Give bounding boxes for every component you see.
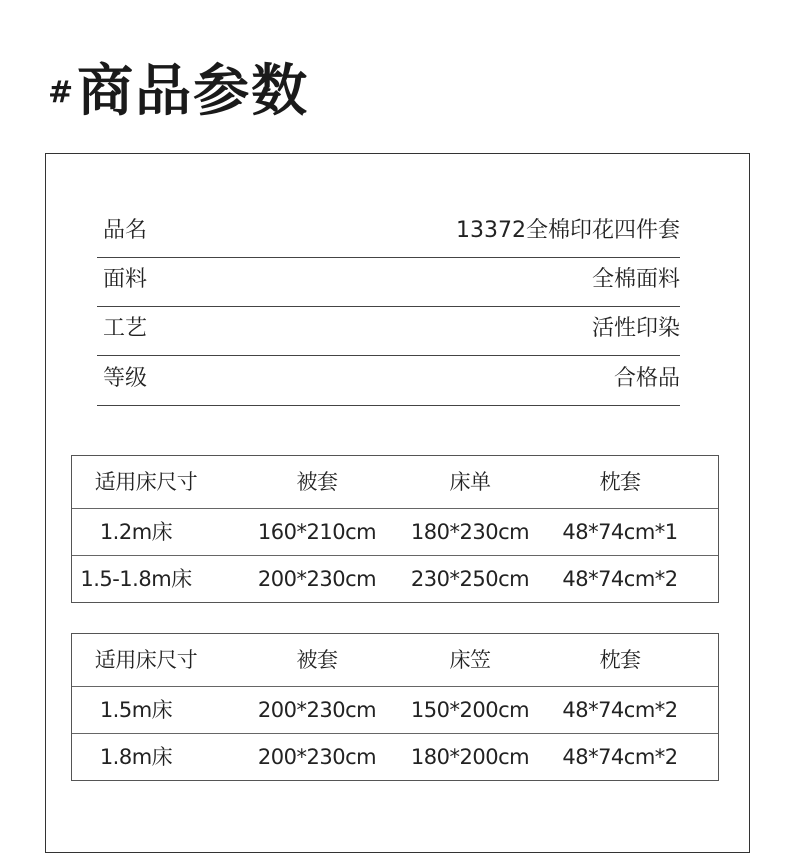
table-cell: 1.5-1.8m床 xyxy=(80,567,192,591)
table-cell: 160*210cm xyxy=(257,520,377,544)
header-cell: 枕套 xyxy=(599,648,641,672)
spec-value: 13372全棉印花四件套 xyxy=(456,218,680,243)
table-cell: 150*200cm xyxy=(410,698,530,722)
spec-value: 合格品 xyxy=(613,366,680,391)
spec-row-fabric xyxy=(97,256,680,307)
hash-symbol: # xyxy=(48,74,74,110)
table-header-row xyxy=(72,634,718,686)
table-row xyxy=(72,508,718,555)
spec-label: 工艺 xyxy=(103,316,148,341)
spec-label: 等级 xyxy=(103,366,148,391)
size-table-sheet xyxy=(71,455,719,603)
size-table-fitted-sheet xyxy=(71,633,719,781)
table-cell: 1.2m床 xyxy=(99,520,173,544)
spec-label: 面料 xyxy=(103,267,148,292)
table-cell: 1.5m床 xyxy=(99,698,173,722)
table-cell: 48*74cm*2 xyxy=(562,745,678,769)
spec-value: 全棉面料 xyxy=(591,267,680,292)
header-cell: 被套 xyxy=(296,648,338,672)
table-cell: 1.8m床 xyxy=(99,745,173,769)
header-cell: 适用床尺寸 xyxy=(94,648,198,672)
table-cell: 200*230cm xyxy=(257,567,377,591)
header-cell: 床笠 xyxy=(449,648,491,672)
spec-row-craft xyxy=(97,305,680,356)
spec-value: 活性印染 xyxy=(591,316,680,341)
table-row xyxy=(72,555,718,602)
spec-row-grade xyxy=(97,355,680,406)
spec-label: 品名 xyxy=(103,218,148,243)
header-cell: 被套 xyxy=(296,470,338,494)
table-cell: 200*230cm xyxy=(257,745,377,769)
table-row xyxy=(72,686,718,733)
table-cell: 230*250cm xyxy=(410,567,530,591)
table-cell: 48*74cm*2 xyxy=(562,698,678,722)
header-cell: 适用床尺寸 xyxy=(94,470,198,494)
table-header-row xyxy=(72,456,718,508)
table-cell: 200*230cm xyxy=(257,698,377,722)
table-row xyxy=(72,733,718,780)
page-title-group xyxy=(48,52,309,122)
spec-row-name xyxy=(97,207,680,258)
header-cell: 床单 xyxy=(449,470,491,494)
table-cell: 48*74cm*1 xyxy=(562,520,678,544)
table-cell: 48*74cm*2 xyxy=(562,567,678,591)
table-cell: 180*200cm xyxy=(410,745,530,769)
header-cell: 枕套 xyxy=(599,470,641,494)
table-cell: 180*230cm xyxy=(410,520,530,544)
page-title: 商品参数 xyxy=(77,59,310,124)
